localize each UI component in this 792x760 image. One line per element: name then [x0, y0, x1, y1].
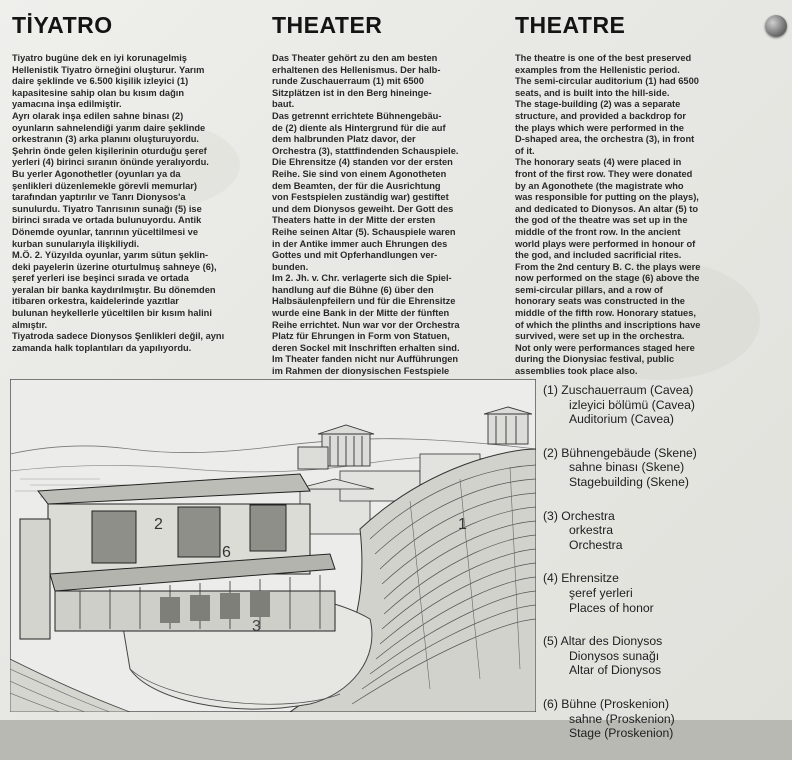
legend-item	[543, 697, 783, 741]
legend-line: şeref yerleri	[569, 585, 633, 600]
legend-line: Altar of Dionysos	[569, 663, 662, 678]
label-2: 2	[154, 516, 163, 533]
english-title: THEATRE	[515, 12, 626, 38]
turkish-title: TİYATRO	[12, 12, 113, 38]
legend-item	[543, 509, 783, 553]
english-text: The theatre is one of the best preserved examples from the Hellenistic period. The semi-circular auditorium (1) had 6500 seats, and is built into the hill-side. The stage-building (2) was a separate structure, and provided a backdrop for the plays which were performed in the D-shaped area, the orchestra (3), in front of it. The honorary seats (4) were placed in front of the first row. They were donated by an Agonothete (the magistrate who was responsible for putting on the plays), and dedicated to Dionysos. An altar (5) to the god of the theatre was set up in the middle of the front row. In the ancient world plays were performed in honour of the god, and included sacrificial rites. From the 2nd century B. C. the plays were now performed on the stage (6) above the semi-circular pillars, and a row of honorary seats was constructed in the middle of the fifth row. Honorary statues, of which the plinths and inscriptions have survived, were set up in the orchestra. Not only were performances staged here during the Dionysiac festival, public assemblies took place also.	[515, 53, 701, 377]
theatre-illustration	[10, 379, 536, 712]
legend-line: Dionysos sunağı	[569, 648, 660, 663]
mounting-screw-icon	[765, 15, 787, 37]
legend-line: izleyici bölümü (Cavea)	[569, 397, 695, 412]
german-title: THEATER	[272, 12, 383, 38]
legend-item	[543, 634, 783, 678]
legend-line: Auditorium (Cavea)	[569, 412, 674, 427]
legend-line: Places of honor	[569, 600, 654, 615]
german-text: Das Theater gehört zu den am besten erhaltenen des Hellenismus. Der halb- runde Zuschauerraum (1) mit 6500 Sitzplätzen ist in den Berg hineinge- baut. Das getrennt errichtete Bühnengebäu- de (2) diente als Hintergrund für die auf dem halbrunden Platz davor, der Orchestra (3), stattfindenden Schauspiele. Die Ehrensitze (4) standen vor der ersten Reihe. Sie sind von einem Agonotheten dem Beamten, der für die Ausrichtung von Festspielen zuständig war) gestiftet und dem Dionysos geweiht. Der Gott des Theaters hatte in der Mitte der ersten Reihe seinen Altar (5). Schauspiele waren in der Antike immer auch Ehrungen des Gottes und mit Opferhandlungen ver- bunden. Im 2. Jh. v. Chr. verlagerte sich die Spiel- handlung auf die Bühne (6) über den Halbsäulenpfeilern und für die Ehrensitze wurde eine Bank in der Mitte der fünften Reihe errichtet. Nun war vor der Orchestra Platz für Ehrungen in Form von Statuen, deren Sockel mit Inschriften erhalten sind. Im Theater fanden nicht nur Aufführungen im Rahmen der dionysischen Festspiele	[272, 53, 460, 377]
legend-line: (1) Zuschauerraum (Cavea)	[543, 383, 694, 397]
legend-line: Stagebuilding (Skene)	[569, 474, 689, 489]
label-1: 1	[458, 516, 467, 533]
legend-line: sahne binası (Skene)	[569, 460, 685, 475]
label-3: 3	[252, 618, 261, 635]
legend-line: Orchestra	[569, 537, 623, 552]
legend-line: Stage (Proskenion)	[569, 726, 674, 741]
legend-item	[543, 446, 783, 490]
english-column	[515, 12, 755, 378]
legend	[543, 383, 783, 760]
legend-line: sahne (Proskenion)	[569, 711, 675, 726]
legend-line: (6) Bühne (Proskenion)	[543, 696, 669, 711]
legend-line: (4) Ehrensitze	[543, 571, 619, 586]
turkish-column	[12, 12, 254, 354]
legend-item	[543, 383, 783, 427]
legend-item	[543, 571, 783, 615]
legend-line: (3) Orchestra	[543, 508, 615, 523]
legend-line: orkestra	[569, 523, 614, 538]
legend-line: (2) Bühnengebäude (Skene)	[543, 445, 697, 460]
german-column	[272, 12, 498, 389]
legend-line: (5) Altar des Dionysos	[543, 634, 663, 649]
turkish-text: Tiyatro bugüne dek en iyi korunagelmiş Hellenistik Tiyatro örneğini oluşturur. Yarım daire şeklinde ve 6.500 kişilik izleyici (1) kapasitesine sahip olan bu kısım dağın yamacına inşa edilmiştir. Ayrı olarak inşa edilen sahne binası (2) oyunların sahnelendiği yarım daire şeklinde orkestranın (3) arka planını oluşturuyordu. Şehrin önde gelen kişilerinin oturduğu şeref yerleri (4) birinci sıranın önünde yeralıyordu. Bu yerler Agonothetler (oyunları ya da şenlikleri düzenlemekle görevli memurlar) tarafından yaptırılır ve Tanrı Dionysos'a sunulurdu. Tiyatro Tanrısının sunağı (5) ise birinci sırada ve ortada bulunuyordu. Antik Dönemde oyunlar, tanrının yüceltilmesi ve kurban sunularıyla ilişkiliydi. M.Ö. 2. Yüzyılda oyunlar, yarım sütun şeklin- deki payelerin üzerine oturtulmuş sahneye (6), şeref yerleri ise beşinci sırada ve ortada yeralan bir banka kaydırılmıştır. Bu dönemden itibaren orkestra, kaidelerinde yazıtlar bulunan heykellerle yüceltilen bir kısım halini almıştır. Tiyatroda sadece Dionysos Şenlikleri değil, aynı zamanda halk toplantıları da yapılıyordu.	[12, 53, 225, 353]
label-6: 6	[222, 544, 231, 561]
